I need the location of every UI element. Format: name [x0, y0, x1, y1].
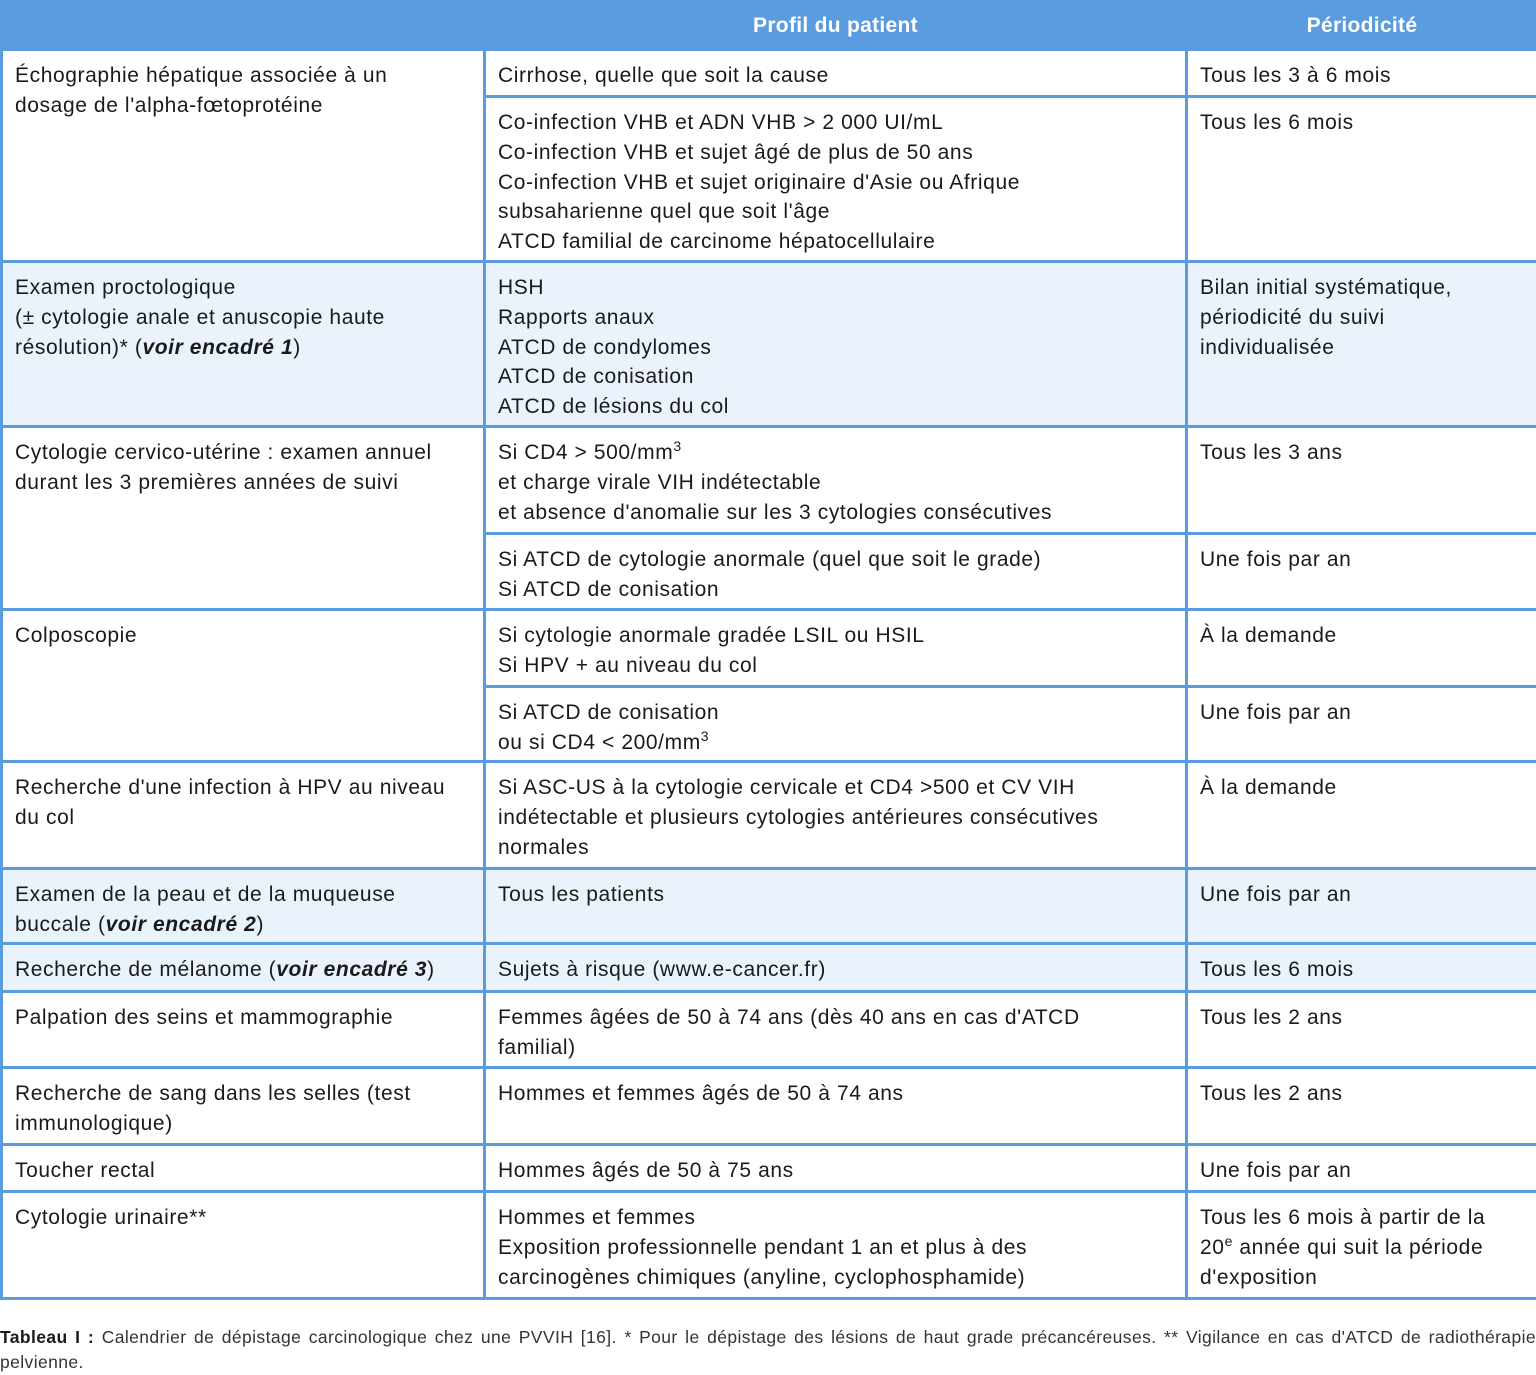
cell-text: Une fois par an — [1200, 1159, 1352, 1182]
cell-line — [498, 698, 1173, 728]
cell-text: 20 — [1200, 1235, 1225, 1259]
cell-text: Colposcopie — [15, 624, 138, 647]
cell-line — [1200, 1079, 1524, 1109]
profile-cell — [485, 869, 1187, 944]
cell-text: année qui suit la période — [1232, 1235, 1484, 1259]
periodicity-cell — [1187, 762, 1536, 869]
cell-line — [498, 773, 1173, 803]
periodicity-cell — [1187, 262, 1536, 427]
cell-text: Une fois par an — [1200, 701, 1352, 724]
cell-text: À la demande — [1200, 776, 1337, 799]
profile-cell — [485, 534, 1187, 610]
cell-text: Palpation des seins et mammographie — [15, 1006, 394, 1029]
cell-line — [498, 1033, 1173, 1063]
periodicity-cell — [1187, 534, 1536, 610]
cell-line — [1200, 698, 1524, 728]
profile-cell — [485, 762, 1187, 869]
cell-text: subsaharienne quel que soit l'âge — [498, 200, 831, 224]
cell-text: ou si CD4 < 200/mm — [498, 730, 701, 754]
table-row — [2, 262, 1536, 427]
cell-line — [498, 833, 1173, 863]
exam-cell — [2, 1068, 485, 1145]
cell-line — [498, 1003, 1173, 1033]
cell-text: indétectable et plusieurs cytologies antérieures consécutives — [498, 805, 1099, 829]
cell-line — [498, 333, 1173, 363]
cell-line — [498, 197, 1173, 227]
cell-text: Femmes âgées de 50 à 74 ans (dès 40 ans en cas d'ATCD — [498, 1006, 1080, 1029]
exam-cell — [2, 610, 485, 762]
cell-line — [1200, 773, 1524, 803]
periodicity-cell — [1187, 944, 1536, 992]
cell-line — [15, 1203, 471, 1233]
periodicity-cell — [1187, 1068, 1536, 1145]
cell-text: ATCD familial de carcinome hépatocellulaire — [498, 230, 936, 254]
cell-text: Exposition professionnelle pendant 1 an et plus à des — [498, 1235, 1028, 1259]
cell-text: familial) — [498, 1035, 576, 1059]
table-row — [2, 50, 1536, 97]
cell-text: Si cytologie anormale gradée LSIL ou HSIL — [498, 624, 925, 647]
periodicity-cell — [1187, 687, 1536, 762]
exam-cell — [2, 427, 485, 610]
cell-line — [15, 1079, 471, 1109]
cell-line — [1200, 545, 1524, 575]
cell-line — [1200, 1156, 1524, 1186]
cell-text: ATCD de conisation — [498, 365, 694, 389]
cell-text: Hommes et femmes — [498, 1206, 696, 1229]
cell-text: périodicité du suivi — [1200, 305, 1385, 329]
cell-line — [498, 1203, 1173, 1233]
exam-cell — [2, 869, 485, 944]
periodicity-cell — [1187, 992, 1536, 1068]
cell-line — [15, 303, 471, 333]
cell-line — [498, 651, 1173, 681]
cell-line — [15, 438, 471, 468]
cell-line — [498, 138, 1173, 168]
paren: ) — [256, 912, 265, 936]
paren: ) — [427, 958, 435, 981]
cell-line — [15, 468, 471, 498]
periodicity-cell — [1187, 50, 1536, 97]
cell-text: du col — [15, 805, 75, 829]
cell-line — [1200, 1263, 1524, 1293]
table-row — [2, 944, 1536, 992]
cell-text: HSH — [498, 276, 545, 299]
profile-cell — [485, 262, 1187, 427]
paren: ( — [134, 335, 143, 359]
cell-text: d'exposition — [1200, 1265, 1318, 1289]
cell-text: Recherche de mélanome ( — [15, 958, 277, 981]
cell-text: Une fois par an — [1200, 883, 1352, 906]
box-reference: voir encadré 2 — [105, 912, 257, 936]
exam-cell — [2, 50, 485, 262]
cell-text: Tous les 6 mois — [1200, 111, 1354, 134]
cell-line — [15, 910, 471, 940]
cell-text: dosage de l'alpha-fœtoprotéine — [15, 93, 324, 117]
cell-text: Si ATCD de conisation — [498, 701, 720, 724]
cell-text: Hommes et femmes âgés de 50 à 74 ans — [498, 1082, 904, 1105]
profile-cell — [485, 610, 1187, 687]
cell-text: Tous les 3 ans — [1200, 441, 1343, 464]
cell-text: (± cytologie anale et anuscopie haute — [15, 305, 385, 329]
paren: ) — [293, 335, 301, 359]
cell-line — [1200, 61, 1524, 91]
cell-line — [15, 880, 471, 910]
superscript: 3 — [700, 727, 710, 744]
cell-text: Tous les 6 mois à partir de la — [1200, 1206, 1486, 1229]
cell-text: Cytologie urinaire** — [15, 1206, 207, 1229]
periodicity-cell — [1187, 610, 1536, 687]
caption-label: Tableau I : — [0, 1327, 95, 1347]
cell-line — [498, 1263, 1173, 1293]
exam-cell — [2, 992, 485, 1068]
exam-cell — [2, 1145, 485, 1192]
cell-text: Tous les 2 ans — [1200, 1082, 1343, 1105]
cell-line — [498, 728, 1173, 758]
cell-text: Recherche de sang dans les selles (test — [15, 1082, 411, 1105]
cell-line — [15, 273, 471, 303]
table-row — [2, 1192, 1536, 1299]
cell-text: Tous les 2 ans — [1200, 1006, 1343, 1029]
cell-line — [498, 227, 1173, 257]
cell-line — [15, 61, 471, 91]
cell-line — [15, 333, 471, 363]
table-row — [2, 762, 1536, 869]
box-reference: voir encadré 1 — [142, 335, 294, 359]
table-header-row — [2, 2, 1536, 50]
header-exam — [2, 2, 485, 50]
table-row — [2, 1068, 1536, 1145]
cell-line — [498, 108, 1173, 138]
cell-line — [15, 803, 471, 833]
cell-text: À la demande — [1200, 624, 1337, 647]
periodicity-cell — [1187, 869, 1536, 944]
cell-text: normales — [498, 835, 590, 859]
cell-line — [15, 1109, 471, 1139]
header-periodicity: Périodicité — [1187, 2, 1536, 50]
table-caption — [0, 1325, 1536, 1375]
cell-line — [498, 303, 1173, 333]
cell-line — [1200, 438, 1524, 468]
cell-text: immunologique) — [15, 1111, 173, 1135]
exam-cell — [2, 944, 485, 992]
cell-text: Si ASC-US à la cytologie cervicale et CD4 >500 et CV VIH — [498, 776, 1075, 799]
profile-cell — [485, 1068, 1187, 1145]
profile-cell — [485, 50, 1187, 97]
cell-text: Recherche d'une infection à HPV au niveau — [15, 776, 446, 799]
cell-line — [1200, 273, 1524, 303]
cell-text: Si HPV + au niveau du col — [498, 653, 758, 677]
cell-line — [1200, 1203, 1524, 1233]
cell-text: et charge virale VIH indétectable — [498, 470, 822, 494]
cell-line — [498, 803, 1173, 833]
cell-text: Co-infection VHB et sujet âgé de plus de 50 ans — [498, 140, 974, 164]
cell-text: Sujets à risque (www.e-cancer.fr) — [498, 958, 826, 981]
cell-line — [498, 545, 1173, 575]
cell-text: carcinogènes chimiques (anyline, cyclophosphamide) — [498, 1265, 1026, 1289]
cell-line — [15, 773, 471, 803]
cell-line — [498, 438, 1173, 468]
cell-text: buccale ( — [15, 912, 106, 936]
cell-text: résolution)* — [15, 335, 135, 359]
cell-text: ATCD de condylomes — [498, 335, 712, 359]
cell-line — [15, 955, 471, 985]
cell-text: Une fois par an — [1200, 548, 1352, 571]
periodicity-cell — [1187, 1145, 1536, 1192]
cell-text: Tous les 3 à 6 mois — [1200, 64, 1392, 87]
cell-line — [1200, 108, 1524, 138]
periodicity-cell — [1187, 97, 1536, 262]
periodicity-cell — [1187, 1192, 1536, 1299]
cell-line — [498, 880, 1173, 910]
cell-line — [1200, 955, 1524, 985]
cell-text: Échographie hépatique associée à un — [15, 64, 388, 87]
cell-line — [498, 362, 1173, 392]
profile-cell — [485, 97, 1187, 262]
table-row — [2, 869, 1536, 944]
cell-text: Examen de la peau et de la muqueuse — [15, 883, 396, 906]
cell-line — [498, 1079, 1173, 1109]
cell-text: Co-infection VHB et sujet originaire d'Asie ou Afrique — [498, 170, 1021, 194]
cell-text: Cirrhose, quelle que soit la cause — [498, 64, 829, 87]
cell-text: Cytologie cervico-utérine : examen annuel — [15, 441, 432, 464]
cell-text: Si ATCD de conisation — [498, 577, 720, 601]
cell-line — [1200, 1233, 1524, 1263]
profile-cell — [485, 1192, 1187, 1299]
table-row — [2, 1145, 1536, 1192]
cell-text: Rapports anaux — [498, 305, 655, 329]
profile-cell — [485, 427, 1187, 534]
cell-text: Si ATCD de cytologie anormale (quel que soit le grade) — [498, 548, 1042, 571]
cell-text: Tous les 6 mois — [1200, 958, 1354, 981]
cell-line — [498, 575, 1173, 605]
profile-cell — [485, 687, 1187, 762]
table-row — [2, 992, 1536, 1068]
table-row — [2, 427, 1536, 534]
cell-text: Co-infection VHB et ADN VHB > 2 000 UI/mL — [498, 111, 944, 134]
header-profile: Profil du patient — [485, 2, 1187, 50]
periodicity-cell — [1187, 427, 1536, 534]
cell-line — [15, 1156, 471, 1186]
exam-cell — [2, 262, 485, 427]
exam-cell — [2, 1192, 485, 1299]
cell-line — [1200, 1003, 1524, 1033]
cell-line — [1200, 880, 1524, 910]
cell-line — [15, 621, 471, 651]
box-reference: voir encadré 3 — [276, 958, 428, 981]
cell-text: durant les 3 premières années de suivi — [15, 470, 399, 494]
cell-text: ATCD de lésions du col — [498, 395, 730, 419]
cell-line — [1200, 303, 1524, 333]
cell-text: et absence d'anomalie sur les 3 cytologies consécutives — [498, 500, 1053, 524]
cell-line — [1200, 333, 1524, 363]
cell-text: Tous les patients — [498, 883, 665, 906]
cell-line — [498, 1233, 1173, 1263]
cell-line — [498, 392, 1173, 422]
superscript: e — [1224, 1232, 1233, 1249]
cell-line — [15, 91, 471, 121]
profile-cell — [485, 992, 1187, 1068]
cell-text: individualisée — [1200, 335, 1335, 359]
cell-line — [498, 1156, 1173, 1186]
cell-line — [498, 955, 1173, 985]
exam-cell — [2, 762, 485, 869]
cell-text: Toucher rectal — [15, 1159, 156, 1182]
profile-cell — [485, 1145, 1187, 1192]
cell-line — [498, 621, 1173, 651]
cell-line — [498, 273, 1173, 303]
cell-text: Hommes âgés de 50 à 75 ans — [498, 1159, 794, 1182]
cell-text: Examen proctologique — [15, 276, 236, 299]
superscript: 3 — [673, 438, 682, 454]
cell-line — [498, 168, 1173, 198]
caption-text: Calendrier de dépistage carcinologique chez une PVVIH [16]. * Pour le dépistage des lésions de haut grade précancéreuses. ** Vigilance en cas d'ATCD de radiothérapie pelvienne. — [0, 1327, 1536, 1372]
cell-line — [15, 1003, 471, 1033]
cell-text: Bilan initial systématique, — [1200, 276, 1452, 299]
cell-line — [1200, 621, 1524, 651]
cell-text: Si CD4 > 500/mm — [498, 441, 674, 464]
cell-line — [498, 468, 1173, 498]
profile-cell — [485, 944, 1187, 992]
cell-line — [498, 61, 1173, 91]
cell-line — [498, 498, 1173, 528]
table-row — [2, 610, 1536, 687]
